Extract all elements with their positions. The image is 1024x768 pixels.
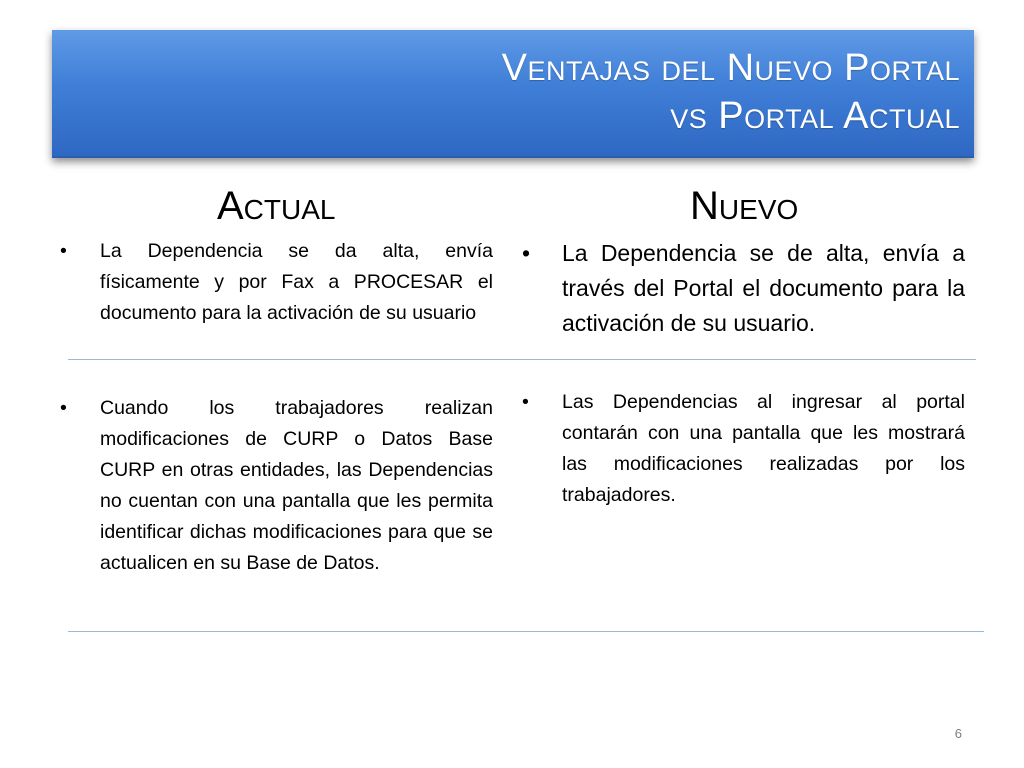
bullet-dot-icon: • xyxy=(522,391,529,413)
title-line-1: Ventajas del Nuevo Portal xyxy=(501,47,960,89)
column-heading-nuevo: Nuevo xyxy=(690,184,799,228)
bullet-actual-2 xyxy=(60,393,493,579)
bullet-text: Las Dependencias al ingresar al portal contarán con una pantalla que les mostrará las modificaciones realizadas por los trabajadores. xyxy=(562,391,965,506)
bullet-dot-icon: • xyxy=(60,397,67,419)
bullet-dot-icon: • xyxy=(60,240,67,262)
bullet-actual-1 xyxy=(60,236,493,329)
row-divider xyxy=(68,359,976,360)
bullet-dot-icon: • xyxy=(522,240,531,266)
row-divider xyxy=(68,631,984,632)
bullet-text: Cuando los trabajadores realizan modificaciones de CURP o Datos Base CURP en otras entidades, las Dependencias no cuentan con una pantalla que les permita identificar dichas modificaciones para que se actualicen en su Base de Datos. xyxy=(100,397,493,574)
bullet-text: La Dependencia se da alta, envía físicamente y por Fax a PROCESAR el documento para la activación de su usuario xyxy=(100,240,493,324)
page-number: 6 xyxy=(954,726,962,741)
bullet-nuevo-1 xyxy=(522,236,965,341)
slide-title xyxy=(502,44,960,140)
bullet-text: La Dependencia se de alta, envía a través del Portal el documento para la activación de su usuario. xyxy=(562,240,965,336)
column-heading-actual: Actual xyxy=(217,184,336,228)
title-banner xyxy=(52,30,974,158)
bullet-nuevo-2 xyxy=(522,387,965,511)
title-line-2: vs Portal Actual xyxy=(670,95,960,137)
